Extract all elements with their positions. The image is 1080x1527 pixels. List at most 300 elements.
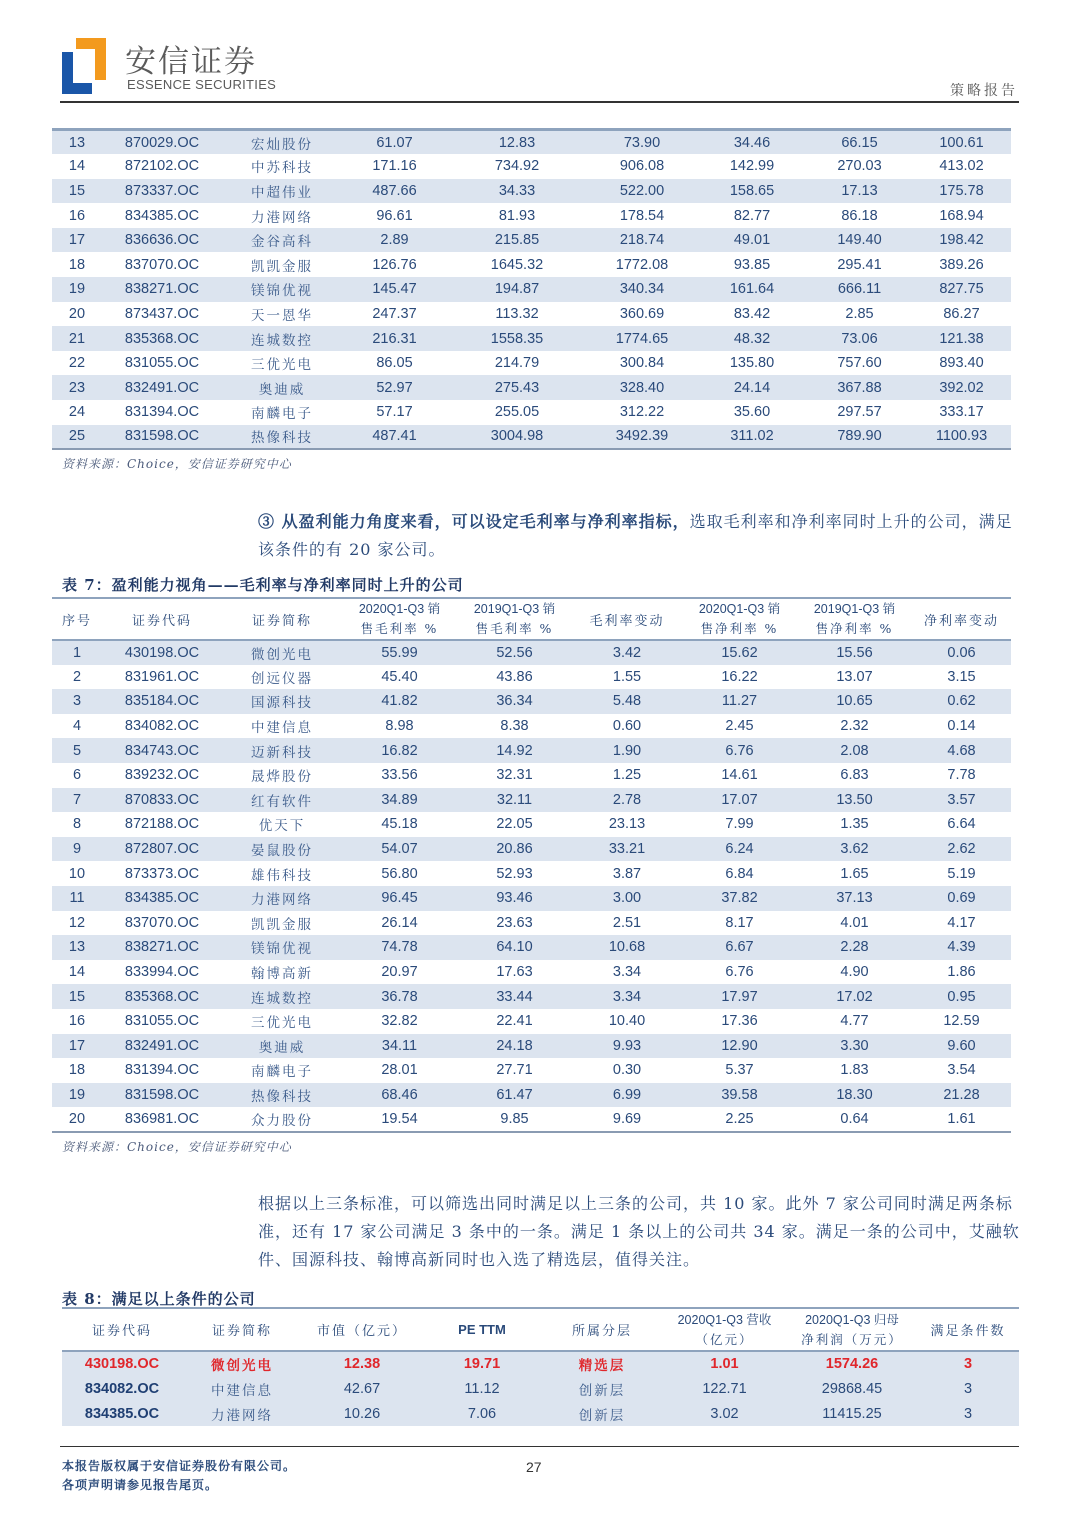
table-cell: 创新层 [542, 1401, 662, 1426]
table-cell: 中超伟业 [222, 179, 342, 204]
table-cell: 113.32 [495, 305, 539, 322]
table-cell: 74.78 [342, 935, 457, 960]
table-cell: 275.43 [447, 375, 587, 400]
table-cell: 1 [52, 640, 102, 665]
table-cell: 创远仪器 [251, 670, 313, 687]
table-cell: 158.65 [697, 179, 807, 204]
table8-qualified-companies [62, 1307, 1019, 1426]
table-cell: 57.17 [376, 404, 413, 421]
table-cell: 5.19 [947, 865, 976, 882]
table-cell: 16 [68, 207, 86, 224]
column-header [787, 1308, 917, 1351]
table-cell: 6.67 [682, 935, 797, 960]
table-cell: 10.68 [572, 935, 682, 960]
table-cell: 295.41 [837, 256, 882, 273]
column-header [222, 598, 342, 640]
table6-continued [52, 128, 1011, 450]
column-header [52, 598, 102, 640]
table-cell: 834743.OC [102, 738, 222, 763]
table-cell: 1.86 [947, 964, 976, 981]
column-header-line2: 售毛利率 % [360, 621, 439, 636]
table-cell: 3 [52, 689, 102, 714]
table-row [52, 1058, 1011, 1083]
table-row [52, 1009, 1011, 1034]
table-cell: 15 [52, 179, 102, 204]
table-cell: 13.07 [836, 668, 873, 685]
table-cell: 300.84 [619, 355, 665, 372]
table-cell: 10.40 [608, 1013, 646, 1030]
table-cell: 19 [52, 1083, 102, 1108]
table-cell: 3004.98 [447, 425, 587, 450]
table-cell: 122.71 [662, 1376, 787, 1401]
table-cell: 0.64 [840, 1111, 869, 1128]
table-cell: 翰博高新 [251, 966, 313, 983]
table-cell: 1.90 [572, 738, 682, 763]
table-cell: 82.77 [733, 207, 771, 224]
table-cell: 17.02 [797, 984, 912, 1009]
table-cell: 831055.OC [124, 355, 200, 372]
table-cell: 14.61 [721, 767, 758, 784]
table-cell: 1100.93 [912, 425, 1011, 450]
table-cell: 3.62 [797, 837, 912, 862]
table-cell: 6.83 [840, 767, 869, 784]
table-cell: 1.35 [840, 816, 869, 833]
table-cell: 创新层 [542, 1376, 662, 1401]
table-cell: 27.71 [496, 1062, 533, 1079]
table-cell: 216.31 [342, 326, 447, 351]
copyright-notice: 本报告版权属于安信证券股份有限公司。 [62, 1459, 297, 1473]
table-cell: 凯凯金服 [251, 258, 313, 275]
table-cell: 872102.OC [124, 158, 200, 175]
table-cell: 宏灿股份 [222, 130, 342, 155]
table-cell: 893.40 [939, 355, 984, 372]
column-header [917, 1308, 1019, 1351]
table-cell: 52.97 [342, 375, 447, 400]
table-cell: 2 [72, 668, 82, 685]
table-cell: 81.93 [498, 207, 536, 224]
table-cell: 1.55 [612, 668, 642, 685]
table-cell: 6.84 [725, 865, 754, 882]
column-header-line1: 2020Q1-Q3 销 [698, 602, 781, 616]
table-cell: 4.68 [912, 738, 1011, 763]
table-cell: 0.30 [612, 1062, 642, 1079]
table-cell: 3.34 [612, 964, 642, 981]
table-cell: 297.57 [837, 404, 882, 421]
column-header-label: 证券代码 [91, 1324, 152, 1339]
table-cell: 34.46 [697, 130, 807, 155]
table-cell: 3 [917, 1376, 1019, 1401]
column-header [797, 598, 912, 640]
table-cell: 68.46 [342, 1083, 457, 1108]
table-cell: 1574.26 [787, 1351, 917, 1376]
table-cell: 镁锦优视 [222, 277, 342, 302]
table-cell: 2.85 [845, 305, 874, 322]
column-header [182, 1308, 302, 1351]
table-cell: 142.99 [729, 158, 775, 175]
table-cell: 3.54 [947, 1062, 976, 1079]
table-cell: 9.69 [612, 1111, 642, 1128]
table-cell: 14 [68, 964, 86, 981]
table-cell: 19 [52, 277, 102, 302]
table-cell: 135.80 [729, 355, 775, 372]
table-cell: 17.07 [682, 788, 797, 813]
table-cell: 凯凯金服 [251, 916, 313, 933]
table-cell: 41.82 [342, 689, 457, 714]
table-cell: 6.99 [572, 1083, 682, 1108]
table-cell: 11 [52, 886, 102, 911]
table-cell: 835368.OC [102, 326, 222, 351]
column-header-label: 证券简称 [211, 1324, 272, 1339]
table-row [52, 640, 1011, 665]
table-cell: 28.01 [381, 1062, 418, 1079]
table-cell: 3.34 [572, 984, 682, 1009]
table-cell: 873337.OC [102, 179, 222, 204]
column-header-line1: 2019Q1-Q3 销 [813, 602, 896, 616]
table-cell: 3492.39 [587, 425, 697, 450]
table-cell: 0.06 [912, 640, 1011, 665]
table-cell: 270.03 [837, 158, 882, 175]
table-cell: 13 [52, 130, 102, 155]
table-cell: 61.07 [342, 130, 447, 155]
table-cell: 17 [52, 228, 102, 253]
table-cell: 178.54 [619, 207, 665, 224]
table-cell: 838271.OC [102, 935, 222, 960]
table-cell: 24 [68, 404, 86, 421]
column-header [912, 598, 1011, 640]
table-cell: 833994.OC [124, 964, 200, 981]
table-cell: 7 [52, 788, 102, 813]
table-row [52, 400, 1011, 425]
table-cell: 54.07 [342, 837, 457, 862]
table-cell: 340.34 [587, 277, 697, 302]
table-cell: 20.97 [381, 964, 418, 981]
paragraph-bold-lead: ③ 从盈利能力角度来看，可以设定毛利率与净利率指标， [258, 512, 690, 531]
table-cell: 0.60 [612, 718, 642, 735]
table-row [52, 203, 1011, 228]
table-row [52, 326, 1011, 351]
table-cell: 10.26 [302, 1401, 422, 1426]
table-cell: 中建信息 [182, 1376, 302, 1401]
table-cell: 2.28 [797, 935, 912, 960]
table-cell: 37.82 [682, 886, 797, 911]
table-cell: 73.06 [807, 326, 912, 351]
table-cell: 12.90 [682, 1034, 797, 1059]
column-header-label: 序号 [61, 613, 92, 629]
table-cell: 0.95 [912, 984, 1011, 1009]
table-row [52, 228, 1011, 253]
table-cell: 三优光电 [251, 1015, 313, 1032]
table-cell: 121.38 [912, 326, 1011, 351]
column-header-label: PE TTM [458, 1321, 506, 1337]
table-cell: 奥迪威 [222, 1034, 342, 1059]
table-cell: 86.05 [376, 355, 413, 372]
table-cell: 49.01 [697, 228, 807, 253]
table-cell: 3 [917, 1351, 1019, 1376]
column-header [682, 598, 797, 640]
table-cell: 26.14 [381, 914, 418, 931]
table-cell: 413.02 [939, 158, 984, 175]
table-cell: 21 [52, 326, 102, 351]
header-divider [60, 101, 1019, 103]
table-cell: 34.89 [342, 788, 457, 813]
column-header-label: 净利率变动 [923, 613, 999, 629]
table-cell: 34.33 [447, 179, 587, 204]
table8-title: 表 8：满足以上条件的公司 [62, 1290, 256, 1308]
table-cell: 20.86 [457, 837, 572, 862]
table-cell: 734.92 [494, 158, 540, 175]
table-cell: 2.62 [912, 837, 1011, 862]
table-cell: 55.99 [342, 640, 457, 665]
table-cell: 827.75 [912, 277, 1011, 302]
table-cell: 836636.OC [102, 228, 222, 253]
table-cell: 487.66 [342, 179, 447, 204]
table-cell: 连城数控 [222, 326, 342, 351]
table-cell: 389.26 [939, 256, 984, 273]
column-header-line1: 2019Q1-Q3 销 [473, 602, 556, 616]
table-cell: 南麟电子 [251, 1064, 313, 1081]
table-cell: 热像科技 [222, 425, 342, 450]
table-cell: 873437.OC [124, 305, 200, 322]
column-header [542, 1308, 662, 1351]
table-cell: 333.17 [939, 404, 984, 421]
table-cell: 757.60 [837, 355, 882, 372]
table-cell: 25 [52, 425, 102, 450]
table-cell: 831394.OC [124, 404, 200, 421]
table-cell: 3.87 [612, 865, 642, 882]
table-cell: 831961.OC [124, 668, 200, 685]
column-header [457, 598, 572, 640]
table-cell: 328.40 [587, 375, 697, 400]
table-cell: 872807.OC [102, 837, 222, 862]
table-cell: 96.61 [376, 207, 413, 224]
column-header-line1: 2020Q1-Q3 销 [358, 602, 441, 616]
table-cell: 23 [52, 375, 102, 400]
paragraph-rest: 选取毛利率和净利率同时上升的公司，满足该条件的有 20 家公司。 [258, 512, 1013, 559]
table-cell: 晏鼠股份 [222, 837, 342, 862]
table-cell: 11.12 [422, 1376, 542, 1401]
table-cell: 12.38 [302, 1351, 422, 1376]
column-header-line1: 2020Q1-Q3 归母 [805, 1312, 899, 1327]
table-cell: 金谷高科 [222, 228, 342, 253]
table-cell: 力港网络 [222, 886, 342, 911]
table-cell: 9 [52, 837, 102, 862]
table-cell: 1.65 [840, 865, 869, 882]
column-header-label: 满足条件数 [930, 1324, 1006, 1339]
table-cell: 14.92 [457, 738, 572, 763]
table-cell: 43.86 [496, 668, 533, 685]
table-cell: 4.01 [840, 914, 869, 931]
column-header-line2: 净利润（万元） [801, 1331, 903, 1347]
table-cell: 1772.08 [615, 256, 669, 273]
table-cell: 126.76 [372, 256, 417, 273]
table-cell: 93.85 [733, 256, 771, 273]
table-cell: 微创光电 [222, 640, 342, 665]
table-row [52, 1083, 1011, 1108]
table-cell: 18 [68, 256, 86, 273]
column-header-line2: 售毛利率 % [475, 621, 554, 636]
table-row [52, 763, 1011, 788]
table-row [52, 179, 1011, 204]
table-cell: 三优光电 [251, 357, 313, 374]
table-cell: 16.22 [721, 668, 758, 685]
table-cell: 11.27 [682, 689, 797, 714]
table-cell: 666.11 [807, 277, 912, 302]
report-type-label: 策略报告 [950, 83, 1018, 99]
table-cell: 32.31 [496, 767, 533, 784]
table-cell: 15.62 [682, 640, 797, 665]
table-row-highlighted [62, 1351, 1019, 1376]
profitability-paragraph [258, 508, 1018, 564]
table-cell: 力港网络 [182, 1401, 302, 1426]
table-cell: 4.90 [840, 964, 869, 981]
table-row [52, 911, 1011, 936]
column-header [342, 598, 457, 640]
table-cell: 33.21 [572, 837, 682, 862]
table-cell: 8.98 [385, 718, 414, 735]
table-cell: 优天下 [258, 818, 306, 835]
table-cell: 3.30 [797, 1034, 912, 1059]
table-cell: 839232.OC [124, 767, 200, 784]
table-cell: 45.40 [381, 668, 418, 685]
table-cell: 32.82 [381, 1013, 418, 1030]
table-cell: 360.69 [619, 305, 665, 322]
table-cell: 迈新科技 [222, 738, 342, 763]
table-cell: 9.60 [912, 1034, 1011, 1059]
table-cell: 832491.OC [102, 375, 222, 400]
table-cell: 34.11 [342, 1034, 457, 1059]
table-cell: 24.18 [457, 1034, 572, 1059]
table-row [52, 788, 1011, 813]
table-row [52, 1107, 1011, 1132]
table-cell: 23.13 [608, 816, 646, 833]
table-cell: 32.11 [457, 788, 572, 813]
table-cell: 198.42 [912, 228, 1011, 253]
table-cell: 18 [68, 1062, 86, 1079]
table-row [52, 812, 1011, 837]
table-cell: 4.39 [912, 935, 1011, 960]
table-row [52, 425, 1011, 450]
table-cell: 1774.65 [587, 326, 697, 351]
table-cell: 7.06 [422, 1401, 542, 1426]
table-cell: 2.08 [797, 738, 912, 763]
table-cell: 12 [68, 914, 86, 931]
table-cell: 100.61 [912, 130, 1011, 155]
table7-source-note: 资料来源：Choice，安信证券研究中心 [62, 1140, 292, 1154]
table-cell: 872188.OC [124, 816, 200, 833]
table-cell: 2.89 [342, 228, 447, 253]
table-cell: 3.02 [662, 1401, 787, 1426]
table-row [52, 154, 1011, 179]
table-cell: 3.15 [947, 668, 976, 685]
table-cell: 10.65 [797, 689, 912, 714]
table-cell: 6.24 [682, 837, 797, 862]
table-cell: 430198.OC [62, 1351, 182, 1376]
table-row [52, 935, 1011, 960]
table-cell: 430198.OC [102, 640, 222, 665]
table-cell: 311.02 [697, 425, 807, 450]
footer-divider [60, 1446, 1019, 1447]
table-row [62, 1401, 1019, 1426]
table-cell: 3.00 [572, 886, 682, 911]
table-row [52, 689, 1011, 714]
table-cell: 10 [68, 865, 86, 882]
table-cell: 194.87 [447, 277, 587, 302]
table-cell: 19.71 [422, 1351, 542, 1376]
summary-paragraph: 根据以上三条标准，可以筛选出同时满足以上三条的公司，共 10 家。此外 7 家公司同时满足两条标准，还有 17 家公司满足 3 条中的一条。满足 1 条以上的公司共 34 家。满足一条的公司中，艾融软件、国源科技、翰博高新同时也入选了精选层，值得关注。 [258, 1194, 1020, 1269]
table-cell: 168.94 [939, 207, 984, 224]
table-row [52, 984, 1011, 1009]
table-cell: 838271.OC [102, 277, 222, 302]
table-cell: 奥迪威 [222, 375, 342, 400]
column-header-line2: 售净利率 % [815, 621, 894, 636]
table-cell: 522.00 [587, 179, 697, 204]
table-cell: 22 [68, 355, 86, 372]
table-cell: 73.90 [587, 130, 697, 155]
table-cell: 力港网络 [251, 209, 313, 226]
table-cell: 215.85 [447, 228, 587, 253]
brand-name-en: ESSENCE SECURITIES [127, 77, 277, 92]
table-cell: 15.56 [797, 640, 912, 665]
table-cell: 145.47 [342, 277, 447, 302]
table-cell: 93.46 [457, 886, 572, 911]
table-cell: 22.05 [496, 816, 533, 833]
table-cell: 52.93 [496, 865, 533, 882]
table-cell: 86.27 [943, 305, 980, 322]
table-cell: 6.76 [682, 738, 797, 763]
table-cell: 255.05 [494, 404, 540, 421]
table-cell: 5 [52, 738, 102, 763]
table-cell: 众力股份 [251, 1113, 313, 1130]
table-cell: 835368.OC [102, 984, 222, 1009]
table-cell: 367.88 [807, 375, 912, 400]
table-cell: 870029.OC [102, 130, 222, 155]
table-cell: 487.41 [342, 425, 447, 450]
table-row [52, 302, 1011, 327]
table-cell: 5.48 [572, 689, 682, 714]
table6-source-note: 资料来源：Choice，安信证券研究中心 [62, 457, 292, 471]
table-row [52, 277, 1011, 302]
table-row [52, 738, 1011, 763]
column-header-label: 市值（亿元） [316, 1324, 407, 1339]
column-header [102, 598, 222, 640]
table-row [52, 130, 1011, 155]
column-header [572, 598, 682, 640]
table-cell: 45.18 [381, 816, 418, 833]
table-cell: 精选层 [542, 1351, 662, 1376]
table-cell: 中苏科技 [251, 160, 313, 177]
column-header [422, 1308, 542, 1351]
table-cell: 36.34 [457, 689, 572, 714]
table-cell: 56.80 [381, 865, 418, 882]
table-cell: 24.14 [697, 375, 807, 400]
page-number: 27 [526, 1459, 542, 1475]
table-cell: 8 [72, 816, 82, 833]
table-cell: 1.61 [947, 1111, 976, 1128]
table-row [62, 1376, 1019, 1401]
table-cell: 8.38 [500, 718, 529, 735]
column-header-label: 所属分层 [571, 1324, 632, 1339]
column-header-line2: 售净利率 % [700, 621, 779, 636]
table-row [52, 714, 1011, 739]
table-cell: 镁锦优视 [222, 935, 342, 960]
table-cell: 2.51 [612, 914, 642, 931]
table-cell: 836981.OC [124, 1111, 200, 1128]
table-row [52, 837, 1011, 862]
table-cell: 16.82 [342, 738, 457, 763]
table-cell: 789.90 [807, 425, 912, 450]
table-cell: 33.56 [381, 767, 418, 784]
column-header-label: 毛利率变动 [589, 613, 665, 629]
